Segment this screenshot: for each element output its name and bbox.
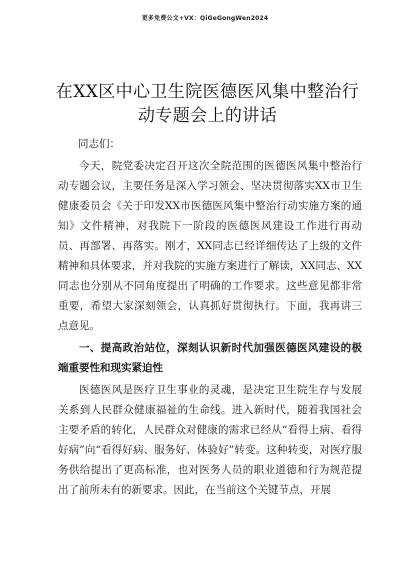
document-title: 在XX区中心卫生院医德医风集中整治行动专题会上的讲话 [55, 82, 360, 126]
paragraph-2: 医德医风是医疗卫生事业的灵魂，是决定卫生院生存与发展关系到人民群众健康福祉的生命线。进入新时代，随着我国社会主要矛盾的转化，人民群众对健康的需求已经从“看得上病、看得好病”向“看得好病、服务好、体验好”转变。这种转变，对医疗服务供给提出了更高标准，也对医务人员的职业道德和行为规范提出了前所未有的新要求。因此，在当前这个关键节点，开展 [58, 384, 362, 496]
header-note: 更多免费公文+VX：QiGeGongWen2024 [141, 15, 269, 22]
document-body [58, 134, 362, 500]
salutation: 同志们： [78, 138, 120, 150]
section-heading-1: 一、提高政治站位，深刻认识新时代加强医德医风建设的极端重要性和现实紧迫性 [58, 342, 362, 374]
paragraph-1: 今天，院党委决定召开这次全院范围的医德医风集中整治行动专题会议，主要任务是深入学习领会、坚决贯彻落实XX市卫生健康委员会《关于印发XX市医德医风集中整治行动实施方案的通知》文件精神，对我院下一阶段的医德医风建设工作进行再动员、再部署、再落实。刚才，XX同志已经详细传达了上级的文件精神和具体要求，并对我院的实施方案进行了解读，XX同志、XX同志也分别从不同角度提出了明确的工作要求。这些意见都非常重要，希望大家深刻领会，认真抓好贯彻执行。下面，我再讲三点意见。 [58, 160, 362, 332]
